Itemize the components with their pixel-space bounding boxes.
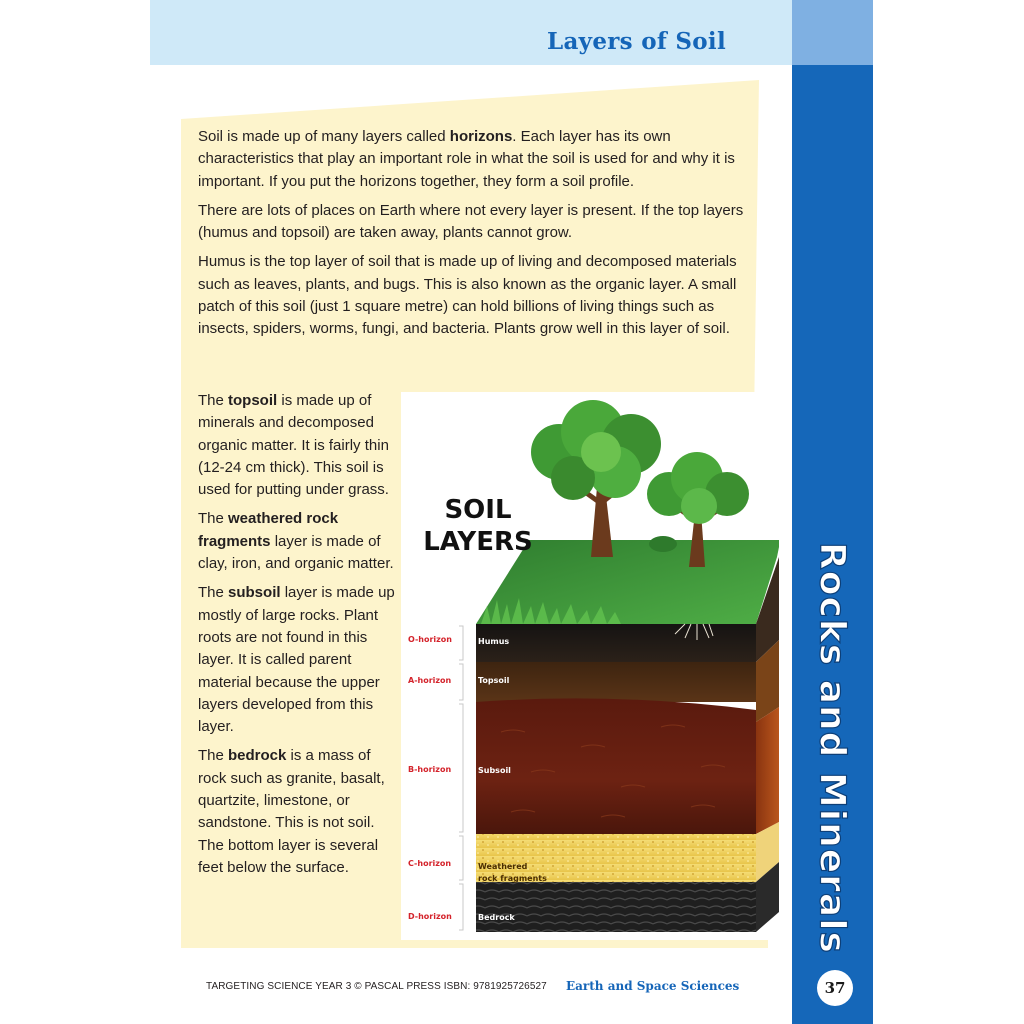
text-run: layer is made of clay, iron, and organic matter. bbox=[198, 532, 394, 573]
text-run: The bbox=[198, 392, 229, 409]
layer-topsoil bbox=[476, 662, 756, 702]
intro-paragraph bbox=[198, 126, 749, 193]
text-run: is a mass of rock such as granite, basalt, quartzite, limestone, or sandstone. This is not soil. The bottom layer is several feet below the surface. bbox=[198, 747, 385, 876]
bold-term: weathered rock fragments bbox=[198, 510, 339, 550]
bold-term: topsoil bbox=[228, 392, 278, 409]
layer-name-subsoil: Subsoil bbox=[478, 766, 511, 775]
text-run: The bbox=[198, 510, 229, 528]
layer-name-humus: Humus bbox=[478, 637, 510, 646]
layer-paragraph bbox=[198, 582, 403, 738]
text-run: layer is made up mostly of large rocks. Plant roots are not found in this layer. It is called parent material because the upper layers developed from this layer. bbox=[198, 584, 395, 736]
text-run: is made up of minerals and decomposed organic matter. It is fairly thin (12-24 cm thick). This soil is used for putting under grass. bbox=[198, 392, 389, 499]
footer-strand: Earth and Space Sciences bbox=[566, 979, 740, 993]
horizon-label-c: C-horizon bbox=[408, 859, 452, 868]
bold-term: bedrock bbox=[228, 747, 287, 765]
text-run: Humus is the top layer of soil that is made up of living and decomposed materials such as leaves, plants, and bugs. This is also known as the organic layer. A small patch of this soil (just 1 square metre) can hold billions of living things such as insects, spiders, worms, fungi, and bacteria. Plants grow well in this layer of soil. bbox=[198, 253, 737, 338]
side-tab-top bbox=[792, 0, 873, 65]
figure-title-line2: LAYERS bbox=[423, 527, 533, 557]
text-run: . Each layer has its own characteristics that play an important role in what the soil is used for and why it is important. If you put the horizons together, they form a soil profile. bbox=[198, 128, 735, 190]
page-title: Layers of Soil bbox=[546, 28, 726, 55]
footer-publisher: TARGETING SCIENCE YEAR 3 © PASCAL PRESS ISBN: 9781925726527 bbox=[206, 981, 547, 992]
layer-bedrock bbox=[476, 882, 756, 932]
text-run: There are lots of places on Earth where not every layer is present. If the top layers (humus and topsoil) are taken away, plants cannot grow. bbox=[198, 201, 744, 242]
layer-name-weathered-2: rock fragments bbox=[478, 874, 547, 883]
page-number: 37 bbox=[817, 970, 853, 1006]
layer-paragraph bbox=[198, 745, 403, 879]
layer-descriptions bbox=[198, 390, 403, 886]
intro-paragraph bbox=[198, 251, 749, 340]
bold-term: subsoil bbox=[228, 584, 281, 602]
intro-text bbox=[198, 126, 749, 348]
layer-paragraph bbox=[198, 508, 403, 575]
text-run: The bbox=[198, 747, 229, 765]
intro-paragraph bbox=[198, 200, 749, 245]
layer-name-topsoil: Topsoil bbox=[478, 676, 510, 685]
text-run: Soil is made up of many layers called bbox=[198, 128, 450, 145]
horizon-label-a: A-horizon bbox=[408, 676, 452, 685]
bold-term: horizons bbox=[449, 128, 513, 145]
text-run: The bbox=[198, 584, 229, 602]
layer-name-weathered-1: Weathered bbox=[478, 862, 528, 871]
horizon-label-o: O-horizon bbox=[408, 635, 452, 644]
horizon-label-d: D-horizon bbox=[408, 912, 452, 921]
layer-subsoil bbox=[476, 698, 756, 834]
layer-name-bedrock: Bedrock bbox=[478, 913, 515, 922]
layer-humus bbox=[476, 624, 756, 662]
figure-title-line1: SOIL bbox=[444, 495, 512, 525]
soil-layers-figure bbox=[401, 392, 780, 940]
horizon-label-b: B-horizon bbox=[408, 765, 452, 774]
layer-paragraph bbox=[198, 390, 403, 501]
section-title: Rocks and Minerals bbox=[811, 542, 853, 954]
